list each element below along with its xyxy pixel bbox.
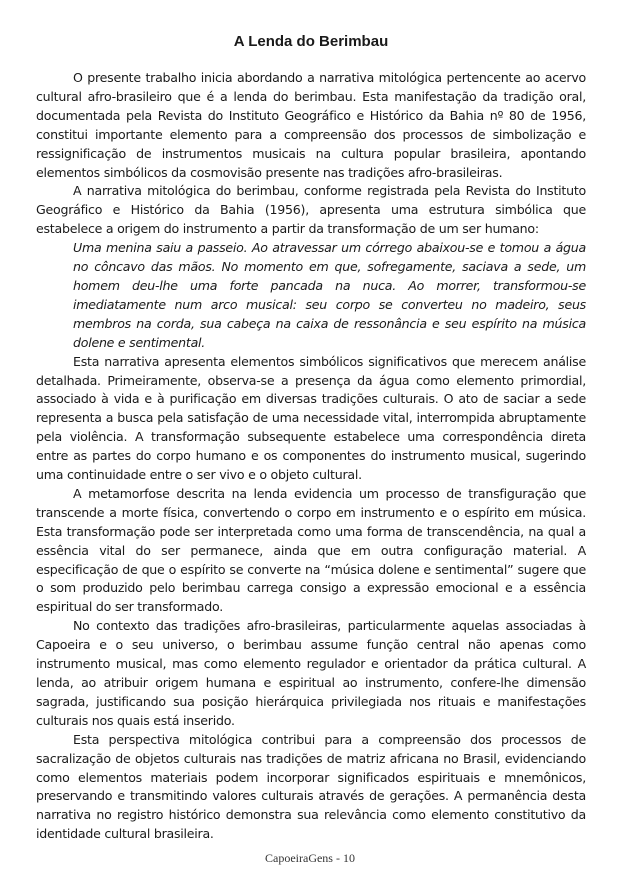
paragraph-context: No contexto das tradições afro-brasileiras, particularmente aquelas associadas à Capoeira e o seu universo, o berimbau assume função central não apenas como instrumento musical, mas como elemento regulador e orientador da prática cultural. A lenda, ao atribuir origem humana e espiritual ao instrumento, confere-lhe dimensão sagrada, justificando sua posição hierárquica privilegiada nos rituais e manifestações culturais nos quais está inserido. [36, 618, 586, 728]
page-content [36, 32, 586, 844]
paragraph-analysis: Esta narrativa apresenta elementos simbólicos significativos que merecem análise detalhada. Primeiramente, observa-se a presença da água como elemento primordial, associado à vida e à purificação em diversas tradições culturais. O ato de saciar a sede representa a busca pela satisfação de uma necessidade vital, interrompida abruptamente pela violência. A transformação subsequente estabelece uma correspondência direta entre as partes do corpo humano e os componentes do instrumento musical, sugerindo uma continuidade entre o ser vivo e o objeto cultural. [36, 353, 586, 483]
paragraph-perspective: Esta perspectiva mitológica contribui para a compreensão dos processos de sacralização de objetos culturais nas tradições de matriz africana no Brasil, evidenciando como elementos materiais podem incorporar significados espirituais e mnemônicos, preservando e transmitindo valores culturais através de gerações. A permanência desta narrativa no registro histórico demonstra sua relevância como elemento constitutivo da identidade cultural brasileira. [36, 731, 586, 842]
legend-quote: Uma menina saiu a passeio. Ao atravessar um córrego abaixou-se e tomou a água no côncavo das mãos. No momento em que, sofregamente, saciava a sede, um homem deu-lhe uma forte pancada na nuca. Ao morrer, transformou-se imediatamente num arco musical: seu corpo se converteu no madeiro, seus membros na corda, sua cabeça na caixa de ressonância e seu espírito na música dolene e sentimental. [73, 240, 586, 350]
page-footer: CapoeiraGens - 10 [265, 851, 355, 865]
paragraph-intro: O presente trabalho inicia abordando a narrativa mitológica pertencente ao acervo cultural afro-brasileiro que é a lenda do berimbau. Esta manifestação da tradição oral, documentada pela Revista do Instituto Geográfico e Histórico da Bahia nº 80 de 1956, constitui importante elemento para a compreensão dos processos de simbolização e ressignificação de instrumentos musicais na cultura popular brasileira, apontando elementos simbólicos da cosmovisão presente nas tradições afro-brasileiras. [36, 70, 586, 180]
page-title: A Lenda do Berimbau [233, 33, 389, 50]
paragraph-metamorphosis: A metamorfose descrita na lenda evidencia um processo de transfiguração que transcende a morte física, convertendo o corpo em instrumento e o espírito em música. Esta transformação pode ser interpretada como uma forma de transcendência, na qual a essência vital do ser permanece, ainda que em outra configuração material. A especificação de que o espírito se converte na “música dolene e sentimental” sugere que o som produzido pelo berimbau carrega consigo a expressão emocional e a essência espiritual do ser transformado. [36, 485, 586, 615]
paragraph-narrative: A narrativa mitológica do berimbau, conforme registrada pela Revista do Instituto Geográfico e Histórico da Bahia (1956), apresenta uma estrutura simbólica que estabelece a origem do instrumento a partir da transformação de um ser humano: [36, 183, 586, 237]
